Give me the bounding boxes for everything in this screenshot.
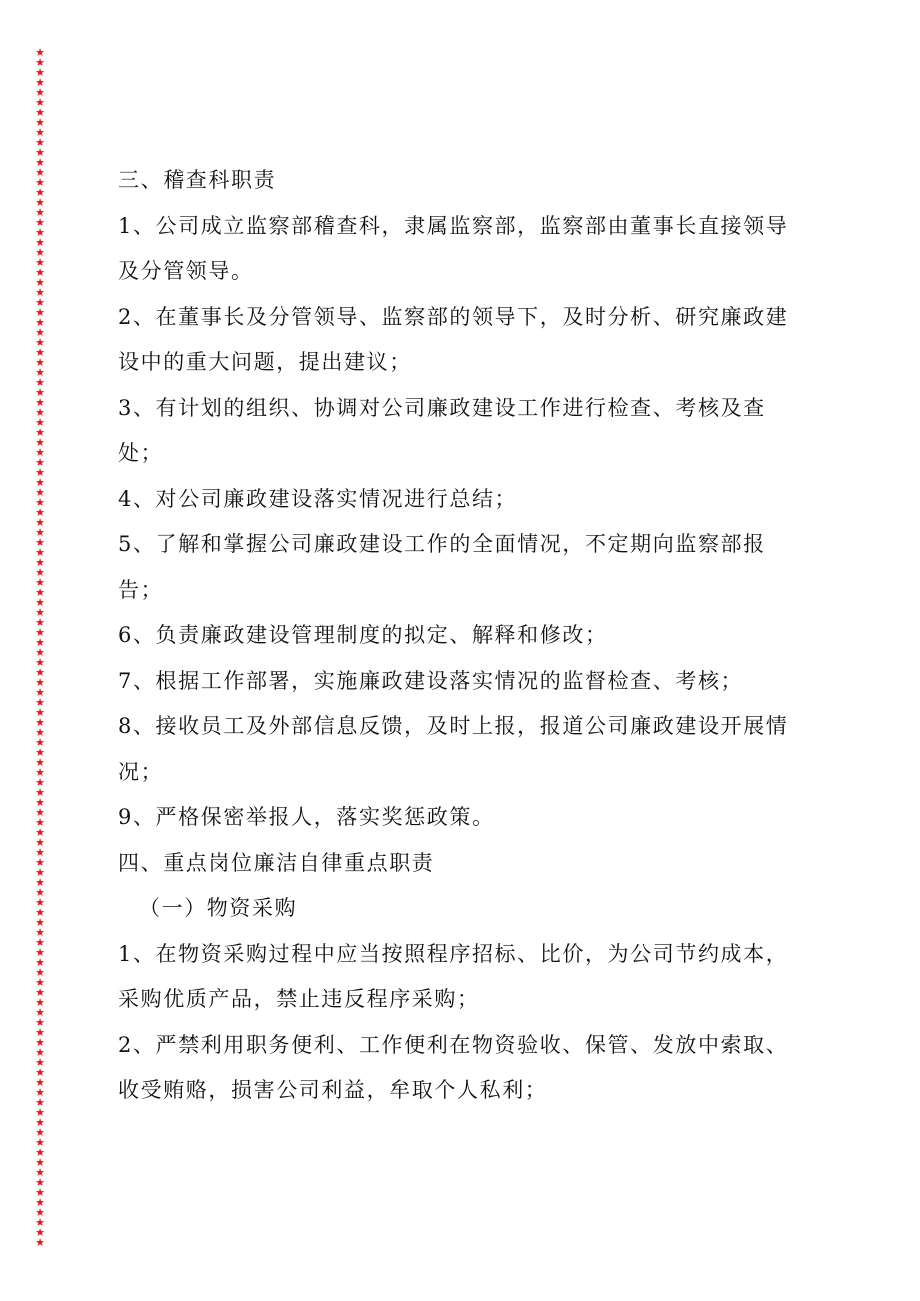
star-icon: ★ bbox=[35, 376, 45, 389]
paragraph-line: 采购优质产品，禁止违反程序采购； bbox=[118, 987, 480, 1011]
star-icon: ★ bbox=[35, 1206, 45, 1219]
star-icon: ★ bbox=[35, 336, 45, 349]
star-icon: ★ bbox=[35, 1106, 45, 1119]
star-icon: ★ bbox=[35, 96, 45, 109]
star-icon: ★ bbox=[35, 536, 45, 549]
star-icon: ★ bbox=[35, 156, 45, 169]
star-icon: ★ bbox=[35, 1136, 45, 1149]
star-icon: ★ bbox=[35, 646, 45, 659]
star-icon: ★ bbox=[35, 1226, 45, 1239]
star-icon: ★ bbox=[35, 1076, 45, 1089]
document-body bbox=[118, 158, 808, 1114]
star-icon: ★ bbox=[35, 1086, 45, 1099]
star-icon: ★ bbox=[35, 306, 45, 319]
star-icon: ★ bbox=[35, 286, 45, 299]
star-icon: ★ bbox=[35, 1096, 45, 1109]
paragraph-line: 告； bbox=[118, 577, 164, 602]
star-icon: ★ bbox=[35, 496, 45, 509]
star-icon: ★ bbox=[35, 926, 45, 939]
star-icon: ★ bbox=[35, 726, 45, 739]
star-icon: ★ bbox=[35, 1176, 45, 1189]
star-icon: ★ bbox=[35, 416, 45, 429]
star-icon: ★ bbox=[35, 346, 45, 359]
star-icon: ★ bbox=[35, 986, 45, 999]
star-icon: ★ bbox=[35, 86, 45, 99]
star-icon: ★ bbox=[35, 586, 45, 599]
star-icon: ★ bbox=[35, 526, 45, 539]
star-icon: ★ bbox=[35, 566, 45, 579]
star-icon: ★ bbox=[35, 356, 45, 369]
paragraph-line: 处； bbox=[118, 441, 164, 465]
star-icon: ★ bbox=[35, 1046, 45, 1059]
star-icon: ★ bbox=[35, 786, 45, 799]
star-icon: ★ bbox=[35, 996, 45, 1009]
star-icon: ★ bbox=[35, 456, 45, 469]
star-icon: ★ bbox=[35, 706, 45, 719]
star-icon: ★ bbox=[35, 516, 45, 529]
star-icon: ★ bbox=[35, 266, 45, 279]
star-icon: ★ bbox=[35, 136, 45, 149]
star-icon: ★ bbox=[35, 466, 45, 479]
star-icon: ★ bbox=[35, 896, 45, 909]
star-icon: ★ bbox=[35, 506, 45, 519]
star-icon: ★ bbox=[35, 796, 45, 809]
star-icon: ★ bbox=[35, 676, 45, 689]
star-icon: ★ bbox=[35, 1236, 45, 1249]
star-icon: ★ bbox=[35, 126, 45, 139]
star-icon: ★ bbox=[35, 876, 45, 889]
star-icon: ★ bbox=[35, 816, 45, 829]
paragraph-line: 1、公司成立监察部稽查科，隶属监察部，监察部由董事长直接领导 bbox=[118, 213, 789, 238]
paragraph-line: 6、负责廉政建设管理制度的拟定、解释和修改； bbox=[118, 623, 608, 647]
star-icon: ★ bbox=[35, 596, 45, 609]
star-icon: ★ bbox=[35, 76, 45, 89]
star-icon: ★ bbox=[35, 886, 45, 899]
star-icon: ★ bbox=[35, 546, 45, 559]
star-icon: ★ bbox=[35, 486, 45, 499]
star-icon: ★ bbox=[35, 746, 45, 759]
star-icon: ★ bbox=[35, 756, 45, 769]
star-icon: ★ bbox=[35, 66, 45, 79]
star-icon: ★ bbox=[35, 1036, 45, 1049]
star-icon: ★ bbox=[35, 186, 45, 199]
star-icon: ★ bbox=[35, 256, 45, 269]
star-icon: ★ bbox=[35, 966, 45, 979]
paragraph-line: 2、在董事长及分管领导、监察部的领导下，及时分析、研究廉政建 bbox=[118, 304, 789, 329]
star-icon: ★ bbox=[35, 1006, 45, 1019]
star-icon: ★ bbox=[35, 56, 45, 69]
star-icon: ★ bbox=[35, 606, 45, 619]
star-icon: ★ bbox=[35, 916, 45, 929]
star-icon: ★ bbox=[35, 766, 45, 779]
star-icon: ★ bbox=[35, 1146, 45, 1159]
star-icon: ★ bbox=[35, 626, 45, 639]
star-icon: ★ bbox=[35, 776, 45, 789]
star-icon: ★ bbox=[35, 716, 45, 729]
paragraph-line: 及分管领导。 bbox=[118, 259, 254, 283]
star-icon: ★ bbox=[35, 1166, 45, 1179]
star-icon: ★ bbox=[35, 976, 45, 989]
star-icon: ★ bbox=[35, 436, 45, 449]
star-icon: ★ bbox=[35, 316, 45, 329]
star-icon: ★ bbox=[35, 236, 45, 249]
paragraph-line: 况； bbox=[118, 759, 164, 784]
star-icon: ★ bbox=[35, 206, 45, 219]
star-icon: ★ bbox=[35, 1066, 45, 1079]
paragraph-line: 5、了解和掌握公司廉政建设工作的全面情况，不定期向监察部报 bbox=[118, 532, 766, 556]
star-icon: ★ bbox=[35, 1056, 45, 1069]
star-icon: ★ bbox=[35, 1126, 45, 1139]
paragraph-line: 8、接收员工及外部信息反馈，及时上报，报道公司廉政建设开展情 bbox=[118, 714, 789, 738]
star-icon: ★ bbox=[35, 736, 45, 749]
star-icon: ★ bbox=[35, 956, 45, 969]
star-icon: ★ bbox=[35, 106, 45, 119]
star-icon: ★ bbox=[35, 856, 45, 869]
paragraph-line: 4、对公司廉政建设落实情况进行总结； bbox=[118, 486, 518, 511]
star-icon: ★ bbox=[35, 906, 45, 919]
star-icon: ★ bbox=[35, 1156, 45, 1169]
star-icon: ★ bbox=[35, 476, 45, 489]
star-icon: ★ bbox=[35, 696, 45, 709]
star-icon: ★ bbox=[35, 1016, 45, 1029]
paragraph-line: 设中的重大问题，提出建议； bbox=[118, 350, 412, 374]
star-icon: ★ bbox=[35, 406, 45, 419]
paragraph-line: 9、严格保密举报人，落实奖惩政策。 bbox=[118, 805, 495, 829]
star-icon: ★ bbox=[35, 1026, 45, 1039]
star-icon: ★ bbox=[35, 686, 45, 699]
paragraph-line: 3、有计划的组织、协调对公司廉政建设工作进行检查、考核及查 bbox=[118, 395, 766, 420]
star-icon: ★ bbox=[35, 656, 45, 669]
star-icon: ★ bbox=[35, 426, 45, 439]
star-icon: ★ bbox=[35, 446, 45, 459]
star-icon: ★ bbox=[35, 48, 45, 59]
star-icon: ★ bbox=[35, 866, 45, 879]
star-icon: ★ bbox=[35, 176, 45, 189]
star-icon: ★ bbox=[35, 936, 45, 949]
paragraph-line: 2、严禁利用职务便利、工作便利在物资验收、保管、发放中索取、 bbox=[118, 1032, 789, 1057]
star-border-decoration bbox=[33, 48, 47, 1256]
section-heading-4: 四、重点岗位廉洁自律重点职责 bbox=[118, 850, 435, 875]
paragraph-line: 1、在物资采购过程中应当按照程序招标、比价，为公司节约成本， bbox=[118, 941, 789, 966]
star-icon: ★ bbox=[35, 616, 45, 629]
star-icon: ★ bbox=[35, 836, 45, 849]
star-icon: ★ bbox=[35, 576, 45, 589]
section-heading-3: 三、稽查科职责 bbox=[118, 168, 277, 192]
star-icon: ★ bbox=[35, 826, 45, 839]
star-icon: ★ bbox=[35, 366, 45, 379]
star-icon: ★ bbox=[35, 666, 45, 679]
star-icon: ★ bbox=[35, 636, 45, 649]
star-icon: ★ bbox=[35, 226, 45, 239]
star-icon: ★ bbox=[35, 396, 45, 409]
star-icon: ★ bbox=[35, 166, 45, 179]
star-icon: ★ bbox=[35, 386, 45, 399]
star-icon: ★ bbox=[35, 846, 45, 859]
star-icon: ★ bbox=[35, 116, 45, 129]
star-icon: ★ bbox=[35, 296, 45, 309]
star-icon: ★ bbox=[35, 1186, 45, 1199]
star-icon: ★ bbox=[35, 246, 45, 259]
star-icon: ★ bbox=[35, 806, 45, 819]
star-icon: ★ bbox=[35, 216, 45, 229]
star-icon: ★ bbox=[35, 1116, 45, 1129]
paragraph-line: 7、根据工作部署，实施廉政建设落实情况的监督检查、考核； bbox=[118, 668, 744, 693]
star-icon: ★ bbox=[35, 196, 45, 209]
star-icon: ★ bbox=[35, 146, 45, 159]
star-icon: ★ bbox=[35, 556, 45, 569]
star-icon: ★ bbox=[35, 1216, 45, 1229]
star-icon: ★ bbox=[35, 276, 45, 289]
star-icon: ★ bbox=[35, 946, 45, 959]
paragraph-line: 收受贿赂，损害公司利益，牟取个人私利； bbox=[118, 1078, 548, 1102]
star-icon: ★ bbox=[35, 326, 45, 339]
subsection-heading: （一）物资采购 bbox=[139, 896, 298, 920]
star-icon: ★ bbox=[35, 1196, 45, 1209]
